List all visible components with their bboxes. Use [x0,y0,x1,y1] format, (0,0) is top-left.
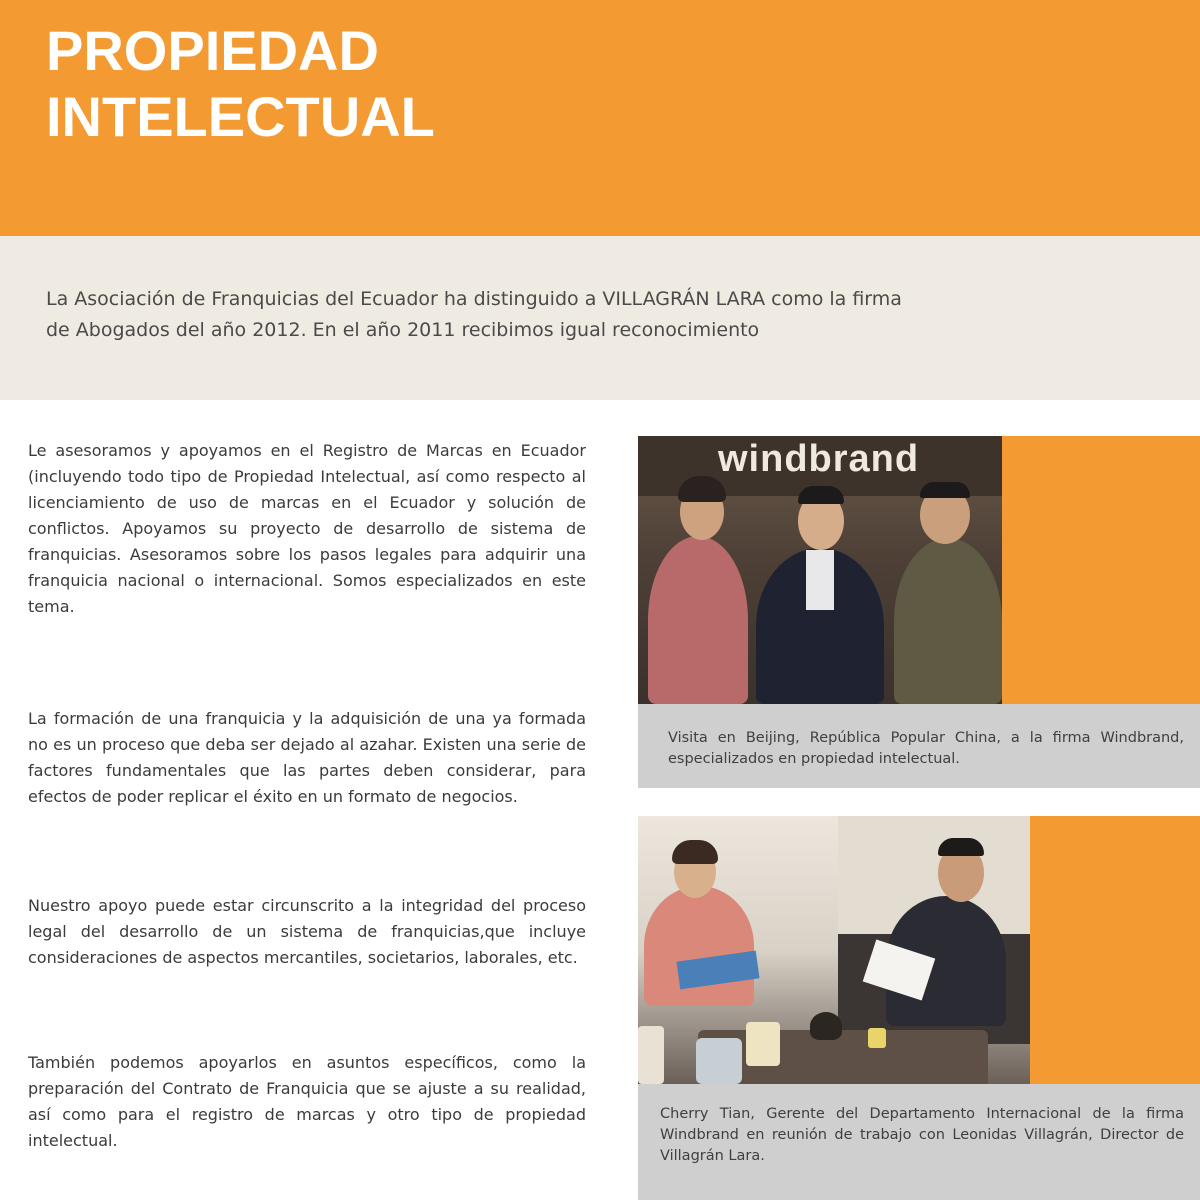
intro-line-2: de Abogados del año 2012. En el año 2011 recibimos igual reconocimiento [46,319,760,341]
body-paragraph-3: Nuestro apoyo puede estar circunscrito a la integridad del proceso legal del desarrollo de un sistema de franquicias,que incluye consideraciones de aspectos mercantiles, societarios, laborales, etc. [28,896,586,967]
cup-left [638,1026,664,1084]
cup-yellow [868,1028,886,1048]
person-woman [644,886,754,1006]
caption-1: Visita en Beijing, República Popular China, a la firma Windbrand, especializados en propiedad intelectual. [668,730,1184,767]
body-paragraph-2: La formación de una franquicia y la adquisición de una ya formada no es un proceso que deba ser dejado al azahar. Existen una serie de factores fundamentales que las partes deben considerar, para efectos de poder replicar el éxito en un formato de negocios. [28,709,586,806]
body-paragraph-4: También podemos apoyarlos en asuntos específicos, como la preparación del Contrato de Franquicia que se ajuste a su realidad, así como para el registro de marcas y otro tipo de propiedad intelectual. [28,1053,586,1150]
person-center-shirt [806,550,834,610]
header-banner [0,0,1200,236]
person-right-hair [920,482,970,498]
photo-1-accent [1002,436,1200,704]
person-man-hair [938,838,984,856]
glass-jar [746,1022,780,1066]
person-center-hair [798,486,844,504]
photo-2-accent [1030,816,1200,1084]
title-line-2: INTELECTUAL [46,85,435,148]
body-paragraph-1-wrap [28,438,586,620]
person-right [894,538,1002,704]
tea-canister [696,1038,742,1084]
body-paragraph-2-wrap [28,706,586,810]
caption-2: Cherry Tian, Gerente del Departamento Internacional de la firma Windbrand en reunión de trabajo con Leonidas Villagrán, Director de Villagrán Lara. [660,1106,1184,1164]
person-left [648,536,748,704]
page-title [46,18,435,150]
windbrand-sign: windbrand [718,438,920,480]
photo-meeting [638,816,1030,1084]
body-paragraph-3-wrap [28,893,586,971]
intro-text [46,284,1166,346]
body-paragraph-1: Le asesoramos y apoyamos en el Registro de Marcas en Ecuador (incluyendo todo tipo de Propiedad Intelectual, así como respecto al licenciamiento de uso de marcas en el Ecuador y solución de conflictos. Apoyamos su proyecto de desarrollo de sistema de franquicias. Asesoramos sobre los pasos legales para adquirir una franquicia nacional o internacional. Somos especializados en este tema. [28,441,586,616]
caption-2-box [638,1084,1200,1200]
photo-windbrand-visit [638,436,1002,704]
teapot [810,1012,842,1040]
caption-1-box [638,704,1200,788]
body-paragraph-4-wrap [28,1050,586,1154]
person-woman-hair [672,840,718,864]
intro-line-1: La Asociación de Franquicias del Ecuador ha distinguido a VILLAGRÁN LARA como la firma [46,288,902,310]
title-line-1: PROPIEDAD [46,19,379,82]
